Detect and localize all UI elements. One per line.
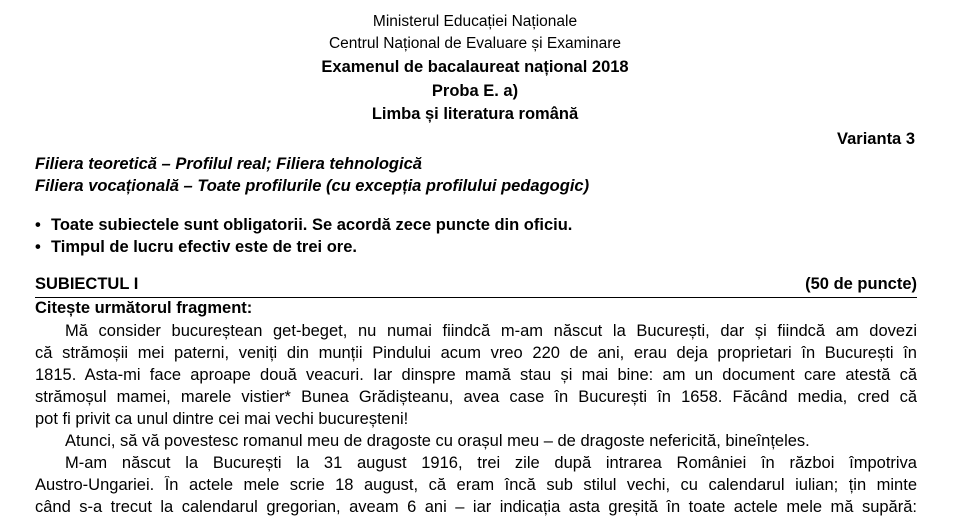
text-line: când s-a trecut la calendarul gregorian, aveam 6 ani – iar indicația asta greșită în toate actele mele mă supără:	[35, 498, 917, 516]
subject-title: Limba și literatura română	[371, 105, 579, 123]
text-line: pot fi privit ca unul dintre cei mai vechi bucureșteni!	[35, 410, 409, 428]
section-instruction: Citește următorul fragment:	[35, 299, 253, 317]
bullet-item	[35, 216, 572, 235]
bullet-item	[35, 238, 357, 257]
filiera-line-1: Filiera teoretică – Profilul real; Filiera tehnologică	[35, 155, 422, 173]
text-line: că strămoșii mei paterni, veniți din munții Pindului acum vreo 220 de ani, erau deja proprietari în București în	[35, 344, 917, 362]
text-line: Mă consider bucureștean get-beget, nu numai fiindcă m-am născut la București, dar și fiindcă am dovezi	[65, 322, 917, 340]
ministry-name: Ministerul Educației Naționale	[372, 13, 578, 30]
variant-label: Varianta 3	[837, 130, 915, 148]
section-points: (50 de puncte)	[805, 275, 917, 293]
evaluation-center-name: Centrul Național de Evaluare și Examinare	[328, 35, 622, 52]
bullet-icon: •	[35, 238, 41, 256]
bullet-text: Toate subiectele sunt obligatorii. Se acordă zece puncte din oficiu.	[51, 216, 573, 234]
bullet-icon: •	[35, 216, 41, 234]
probe-title: Proba E. a)	[431, 82, 519, 100]
text-line: 1815. Asta-mi face aproape două veacuri. Iar dinspre mamă stau și mai bine: am un document care atestă că	[35, 366, 917, 384]
text-line: Austro-Ungariei. În actele mele scrie 18 august, că eram încă sub stilul vechi, cu calendarul iulian; țin minte	[35, 476, 917, 494]
text-line: Atunci, să vă povestesc romanul meu de dragoste cu orașul meu – de dragoste nefericită, bineînțeles.	[65, 432, 810, 450]
text-line: strămoșul mamei, marele vistier* Bunea Grădișteanu, avea case în București în 1658. Făcând media, cred că	[35, 388, 917, 406]
text-line: M-am născut la București la 31 august 1916, trei zile după intrarea României în război împotriva	[65, 454, 917, 472]
bullet-text: Timpul de lucru efectiv este de trei ore.	[51, 238, 357, 256]
filiera-line-2: Filiera vocațională – Toate profilurile (cu excepția profilului pedagogic)	[35, 177, 590, 195]
section-title: SUBIECTUL I	[35, 275, 139, 293]
section-header	[35, 275, 917, 298]
exam-title: Examenul de bacalaureat național 2018	[321, 58, 629, 76]
